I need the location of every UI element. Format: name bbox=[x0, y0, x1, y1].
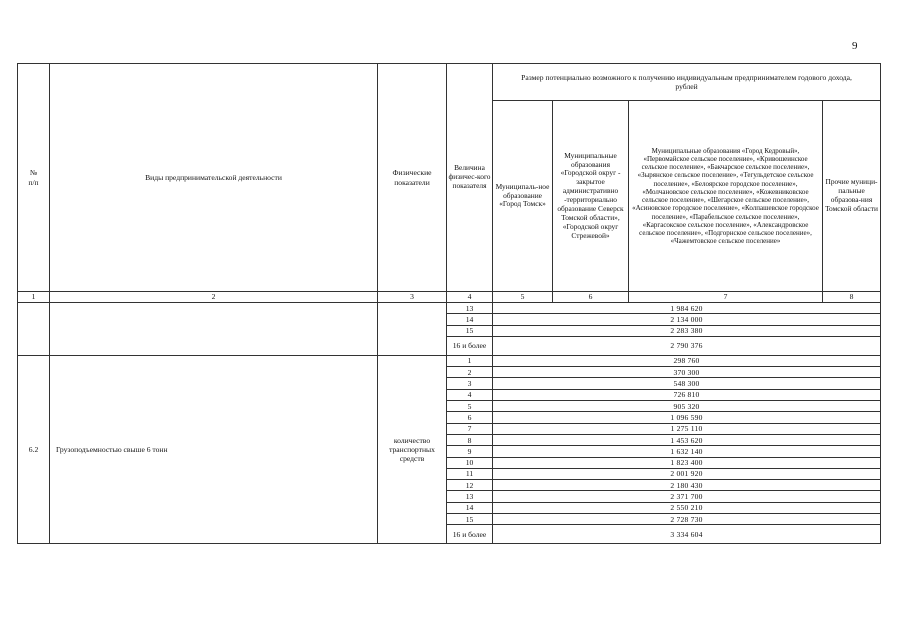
quantity-cell: 10 bbox=[447, 457, 493, 468]
income-value-cell: 2 134 000 bbox=[493, 314, 881, 325]
quantity-cell: 8 bbox=[447, 434, 493, 445]
row-num-cell bbox=[18, 303, 50, 356]
quantity-cell: 11 bbox=[447, 468, 493, 479]
quantity-cell: 14 bbox=[447, 502, 493, 513]
income-value-cell: 2 180 430 bbox=[493, 480, 881, 491]
income-value-cell: 2 790 376 bbox=[493, 336, 881, 355]
income-value-cell: 726 810 bbox=[493, 389, 881, 400]
income-value-cell: 1 823 400 bbox=[493, 457, 881, 468]
indicator-cell bbox=[378, 303, 447, 356]
income-value-cell: 3 334 604 bbox=[493, 525, 881, 544]
income-value-cell: 2 371 700 bbox=[493, 491, 881, 502]
header-group: Размер потенциально возможного к получению индивидуальным предпринимателем годового дохода, рублей bbox=[493, 64, 881, 101]
income-value-cell: 1 275 110 bbox=[493, 423, 881, 434]
header-num bbox=[18, 64, 50, 292]
income-value-cell: 2 728 730 bbox=[493, 514, 881, 525]
column-number: 4 bbox=[447, 292, 493, 303]
header-activity: Виды предпринимательской деятельности bbox=[50, 64, 378, 292]
income-value-cell: 2 283 380 bbox=[493, 325, 881, 336]
income-value-cell: 1 096 590 bbox=[493, 412, 881, 423]
activity-cell bbox=[50, 303, 378, 356]
quantity-cell: 9 bbox=[447, 446, 493, 457]
quantity-cell: 1 bbox=[447, 355, 493, 366]
activity-cell: Грузоподъемностью свыше 6 тонн bbox=[50, 355, 378, 543]
income-value-cell: 2 550 210 bbox=[493, 502, 881, 513]
quantity-cell: 15 bbox=[447, 325, 493, 336]
quantity-cell: 15 bbox=[447, 514, 493, 525]
income-table bbox=[17, 63, 881, 544]
column-number: 6 bbox=[553, 292, 629, 303]
header-seversk: Муниципальные образования «Городской округ - закрытое административно -территориально образование Северск Томской области», «Городской округ Стрежевой» bbox=[553, 101, 629, 292]
quantity-cell: 16 и более bbox=[447, 525, 493, 544]
header-other: Прочие муници-пальные образова-ния Томской области bbox=[823, 101, 881, 292]
row-num-cell: 6.2 bbox=[18, 355, 50, 543]
income-value-cell: 548 300 bbox=[493, 378, 881, 389]
indicator-cell: количество транспортных средств bbox=[378, 355, 447, 543]
header-indicator: Физические показатели bbox=[378, 64, 447, 292]
header-num-label: № п/п bbox=[28, 168, 39, 187]
quantity-cell: 3 bbox=[447, 378, 493, 389]
column-number: 8 bbox=[823, 292, 881, 303]
quantity-cell: 5 bbox=[447, 401, 493, 412]
income-value-cell: 1 453 620 bbox=[493, 434, 881, 445]
quantity-cell: 6 bbox=[447, 412, 493, 423]
page-number: 9 bbox=[852, 40, 858, 52]
quantity-cell: 4 bbox=[447, 389, 493, 400]
header-tomsk: Муниципаль-ное образование «Город Томск» bbox=[493, 101, 553, 292]
table-row bbox=[18, 355, 881, 366]
header-rural: Муниципальные образования «Город Кедровый», «Первомайское сельское поселение», «Кривошеинское сельское поселение», «Бакчарское сельское поселение», «Зырянское сельское поселение», «Тегульдетское сельское поселение», «Белоярское городское поселение», «Молчановское сельское поселение», «Кожевниковское сельское поселение», «Шегарское сельское поселение», «Асиновское городское поселение», «Колпашевское городское поселение», «Парабельское сельское поселение», «Каргасокское сельское поселение», «Александровское сельское поселение», «Подгорнское сельское поселение», «Чажемтовское сельское поселение» bbox=[629, 101, 823, 292]
income-value-cell: 1 632 140 bbox=[493, 446, 881, 457]
quantity-cell: 12 bbox=[447, 480, 493, 491]
quantity-cell: 13 bbox=[447, 491, 493, 502]
quantity-cell: 13 bbox=[447, 303, 493, 314]
income-value-cell: 1 984 620 bbox=[493, 303, 881, 314]
income-value-cell: 370 300 bbox=[493, 367, 881, 378]
quantity-cell: 16 и более bbox=[447, 336, 493, 355]
column-number: 5 bbox=[493, 292, 553, 303]
column-number: 2 bbox=[50, 292, 378, 303]
column-number: 1 bbox=[18, 292, 50, 303]
quantity-cell: 2 bbox=[447, 367, 493, 378]
income-value-cell: 905 320 bbox=[493, 401, 881, 412]
income-value-cell: 2 001 920 bbox=[493, 468, 881, 479]
column-number: 3 bbox=[378, 292, 447, 303]
column-number: 7 bbox=[629, 292, 823, 303]
quantity-cell: 14 bbox=[447, 314, 493, 325]
column-number-row bbox=[18, 292, 881, 303]
table-row bbox=[18, 303, 881, 314]
header-quantity: Величина физичес-кого показателя bbox=[447, 64, 493, 292]
income-value-cell: 298 760 bbox=[493, 355, 881, 366]
quantity-cell: 7 bbox=[447, 423, 493, 434]
